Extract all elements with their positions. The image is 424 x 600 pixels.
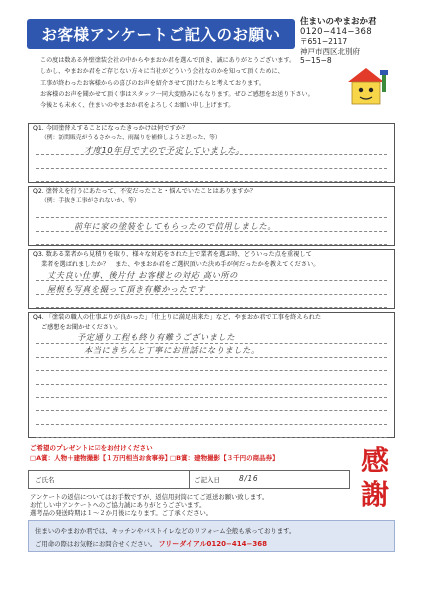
intro-line: お客様のお声を聞かせて頂く事はスタッフ一同大変励みにもなります。ぜひご感想をお送り下さい。 xyxy=(40,90,314,98)
date-label: ご記入日 xyxy=(194,476,220,484)
present-option-a[interactable]: □A賞：人物＋建物撮影【１万円相当お食事券】 xyxy=(30,454,172,462)
question-3-heading: Q3. 数ある業者から見積りを取り、様々な対応をされた上で業者を選ぶ時、どういった点を重視して xyxy=(33,251,312,258)
name-date-box xyxy=(28,470,350,489)
footer-line-2-text: ご用命の際はお気軽にお問合せください。 xyxy=(35,540,157,548)
question-4-answer-line-2: 本当にきちんと丁寧にお世話になりました。 xyxy=(84,345,260,355)
intro-line: しかし、やまおか君をご存じない方々に当社がどういう会社なのかを知って頂くために、 xyxy=(40,68,284,76)
question-3-heading-2: 業者を選ばれましたか？ また、やまおか君をご選択頂いた決め手が何だったかを教えてください。 xyxy=(41,260,320,268)
present-title: ご希望のプレゼントに☑をお付けください xyxy=(30,444,153,452)
question-1-answer: 才度10年目ですので予定していました。 xyxy=(84,145,246,155)
free-dial: フリーダイアル0120−414−368 xyxy=(158,540,267,548)
question-4-heading: Q4. 「塗装の職人の仕事ぶりが良かった」「仕上りに満足出来た」など、やまおか君で工事を終えられた xyxy=(33,314,322,321)
company-postal: 〒651−2117 xyxy=(300,37,348,47)
question-1-heading: Q1. 今回塗替えすることになったきっかけは何ですか？ xyxy=(33,125,189,132)
name-label: ご氏名 xyxy=(35,476,55,484)
intro-line: この度は数ある外壁塗装会社の中からやまおか君を選んで頂き、誠にありがとうございます。 xyxy=(40,57,296,64)
mascot-icon xyxy=(342,64,390,108)
company-tel: 0120−414−368 xyxy=(300,26,372,37)
question-2-box xyxy=(28,186,395,246)
footer-line-1: 住まいのやまおか君では、キッチンやバストイレなどのリフォーム全般も承っております。 xyxy=(35,527,296,535)
company-address-2: 5−15−8 xyxy=(300,56,332,66)
note-line: アンケートの返信についてはお手数ですが、返信用封筒にてご返送お願い致します。 xyxy=(30,494,269,501)
intro-line: 工事が終わったお客様からの喜びのお声を紹介させて頂けたらと考えております。 xyxy=(40,79,265,87)
note-line: お忙しい中アンケートへのご協力誠にありがとうございます。 xyxy=(30,502,206,510)
question-4-heading-2: ご感想をお聞かせください。 xyxy=(41,323,122,331)
intro-line: 今後とも末永く、住まいのやまおか君をよろしくお願い申し上げます。 xyxy=(40,102,235,110)
question-1-note: （例：訪問販売がうるさかった、雨漏りを補修しようと思った、等） xyxy=(41,134,221,141)
question-2-heading: Q2. 塗替えを行うにあたって、不安だったこと・悩んでいたことはありますか？ xyxy=(33,188,256,195)
date-value: 8/16 xyxy=(239,474,259,483)
question-1-box xyxy=(28,123,395,183)
question-3-answer-line-1: 丈夫良い仕事、後片付 お客様との対応 高い所の xyxy=(47,270,238,280)
question-4-box xyxy=(28,312,395,438)
footer-box xyxy=(28,520,395,552)
kansha-stamp: 感謝 xyxy=(360,444,389,511)
present-option-b[interactable]: □B賞：建物撮影【３千円の商品券】 xyxy=(170,454,279,462)
question-3-answer-line-2: 屋根も写真を撮って頂き有難かったです xyxy=(47,284,206,294)
company-address-1: 神戸市西区北別府 xyxy=(300,46,360,56)
page-title: お客様アンケートご記入のお願い xyxy=(27,19,295,49)
intro-text xyxy=(40,55,336,111)
company-name: 住まいのやまおか君 xyxy=(300,17,377,27)
question-3-box xyxy=(28,249,395,309)
question-4-answer-line-1: 予定通り工程も終り有難うございました xyxy=(77,332,236,342)
notes xyxy=(30,494,360,519)
footer-line-2 xyxy=(35,539,267,549)
question-2-answer: 前年に家の塗装をしてもらったので信用しました。 xyxy=(74,221,277,231)
question-2-note: （例：手抜き工事がされないか、等） xyxy=(41,197,140,204)
note-line: 選考品の発送時期は１〜２か月後になります。ご了承ください。 xyxy=(30,510,213,518)
